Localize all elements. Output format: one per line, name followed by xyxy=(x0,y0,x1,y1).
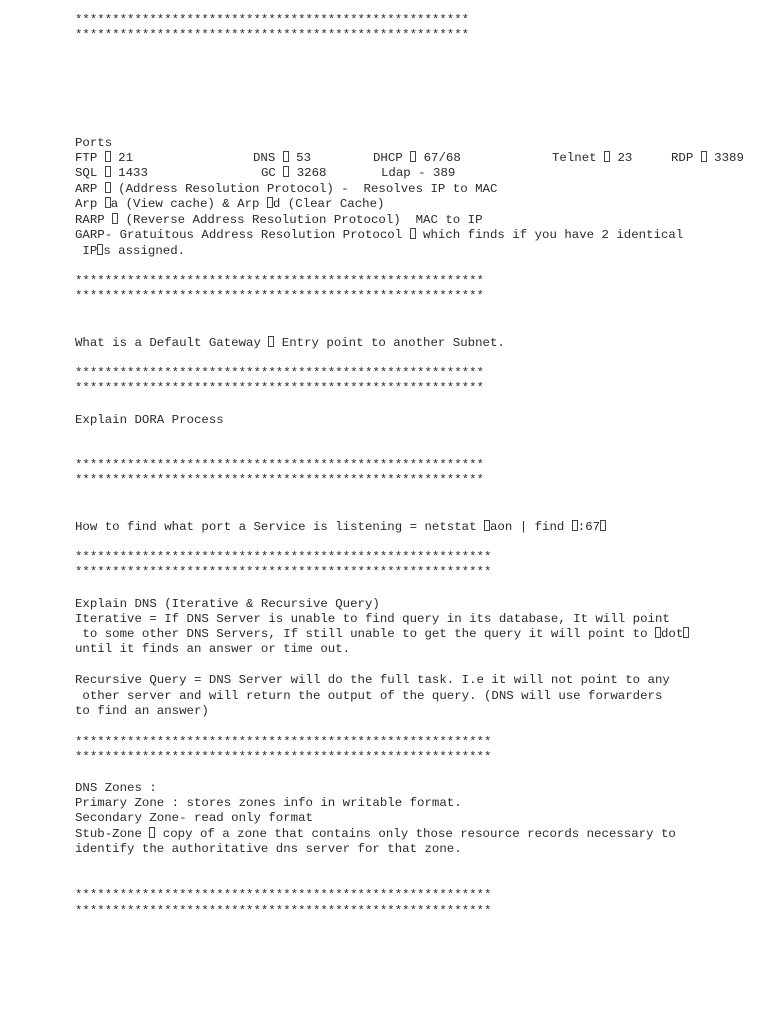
port-sql-label: SQL xyxy=(75,166,98,180)
port-ldap: Ldap - 389 xyxy=(381,166,456,180)
gateway-text: Entry point to another Subnet. xyxy=(274,336,505,350)
missing-glyph-icon xyxy=(683,627,689,638)
garp-line-2 xyxy=(75,244,185,260)
gateway-text: What is a Default Gateway xyxy=(75,336,269,350)
rarp-text: (Reverse Address Resolution Protocol) MAC to IP xyxy=(118,213,483,227)
arp-text: (Address Resolution Protocol) - Resolves IP to MAC xyxy=(110,182,498,196)
port-gc-label: GC xyxy=(261,166,276,180)
recursive-line-3: to find an answer) xyxy=(75,704,209,718)
port-rdp xyxy=(671,151,744,167)
ports-heading: Ports xyxy=(75,136,113,150)
port-telnet-value: 23 xyxy=(610,151,633,165)
separator-line: ******************************************************** xyxy=(75,904,492,918)
arp-text: ARP xyxy=(75,182,105,196)
port-gc-value: 3268 xyxy=(289,166,327,180)
separator-line: ******************************************************** xyxy=(75,565,492,579)
separator-line: ******************************************************** xyxy=(75,550,492,564)
port-dns-value: 53 xyxy=(288,151,312,165)
dora-heading: Explain DORA Process xyxy=(75,413,224,427)
separator-line: ******************************************************** xyxy=(75,735,492,749)
recursive-line: Recursive Query = DNS Server will do the full task. I.e it will not point to any xyxy=(75,673,670,687)
separator-line: ***************************************************** xyxy=(75,28,470,42)
rarp-text: RARP xyxy=(75,213,113,227)
port-dhcp-value: 67/68 xyxy=(416,151,461,165)
port-sql xyxy=(75,166,148,182)
arp-line xyxy=(75,182,497,198)
garp-line xyxy=(75,228,683,244)
iterative-text: to some other DNS Servers, If still unable to get the query it will point to xyxy=(75,627,655,641)
iterative-line-3: until it finds an answer or time out. xyxy=(75,642,351,656)
primary-zone-line: Primary Zone : stores zones info in writable format. xyxy=(75,796,462,810)
netstat-text: How to find what port a Service is listening = netstat xyxy=(75,520,484,534)
port-sql-value: 1433 xyxy=(110,166,148,180)
stub-zone-text: Stub-Zone xyxy=(75,827,150,841)
port-ftp xyxy=(75,151,133,167)
iterative-line-2 xyxy=(75,627,689,643)
arp-command-text: d (Clear Cache) xyxy=(272,197,385,211)
rarp-line xyxy=(75,213,483,229)
garp-text: which finds if you have 2 identical xyxy=(415,228,684,242)
garp-text: GARP- Gratuitous Address Resolution Protocol xyxy=(75,228,410,242)
dns-heading: Explain DNS (Iterative & Recursive Query) xyxy=(75,597,380,611)
port-dhcp-label: DHCP xyxy=(373,151,403,165)
missing-glyph-icon xyxy=(600,520,606,531)
dns-zones-heading: DNS Zones : xyxy=(75,781,157,795)
stub-zone-text: copy of a zone that contains only those resource records necessary to xyxy=(155,827,676,841)
port-dhcp xyxy=(373,151,461,167)
port-dns-label: DNS xyxy=(253,151,276,165)
port-telnet-label: Telnet xyxy=(552,151,597,165)
netstat-text: :67 xyxy=(577,520,601,534)
stub-zone-line xyxy=(75,827,676,843)
iterative-line: Iterative = If DNS Server is unable to find query in its database, It will point xyxy=(75,612,670,626)
separator-line: ******************************************************* xyxy=(75,473,484,487)
separator-line: ******************************************************** xyxy=(75,888,492,902)
arp-command-text: Arp xyxy=(75,197,105,211)
separator-line: ******************************************************* xyxy=(75,381,484,395)
port-rdp-label: RDP xyxy=(671,151,694,165)
separator-line: ******************************************************* xyxy=(75,366,484,380)
port-ftp-value: 21 xyxy=(110,151,134,165)
netstat-text: aon | find xyxy=(489,520,572,534)
separator-line: ******************************************************* xyxy=(75,289,484,303)
port-gc xyxy=(261,166,327,182)
stub-zone-line-2: identify the authoritative dns server for that zone. xyxy=(75,842,462,856)
arp-command-line xyxy=(75,197,384,213)
separator-line: ******************************************************* xyxy=(75,458,484,472)
separator-line: ******************************************************** xyxy=(75,750,492,764)
recursive-line-2: other server and will return the output of the query. (DNS will use forwarders xyxy=(75,689,663,703)
iterative-text: dot xyxy=(660,627,684,641)
arp-command-text: a (View cache) & Arp xyxy=(110,197,267,211)
garp-text: s assigned. xyxy=(103,244,186,258)
port-rdp-value: 3389 xyxy=(706,151,744,165)
netstat-line xyxy=(75,520,606,536)
secondary-zone-line: Secondary Zone- read only format xyxy=(75,811,313,825)
port-telnet xyxy=(552,151,632,167)
default-gateway-line xyxy=(75,336,505,352)
port-dns xyxy=(253,151,311,167)
separator-line: ***************************************************** xyxy=(75,13,470,27)
separator-line: ******************************************************* xyxy=(75,274,484,288)
garp-text: IP xyxy=(75,244,98,258)
port-ftp-label: FTP xyxy=(75,151,98,165)
